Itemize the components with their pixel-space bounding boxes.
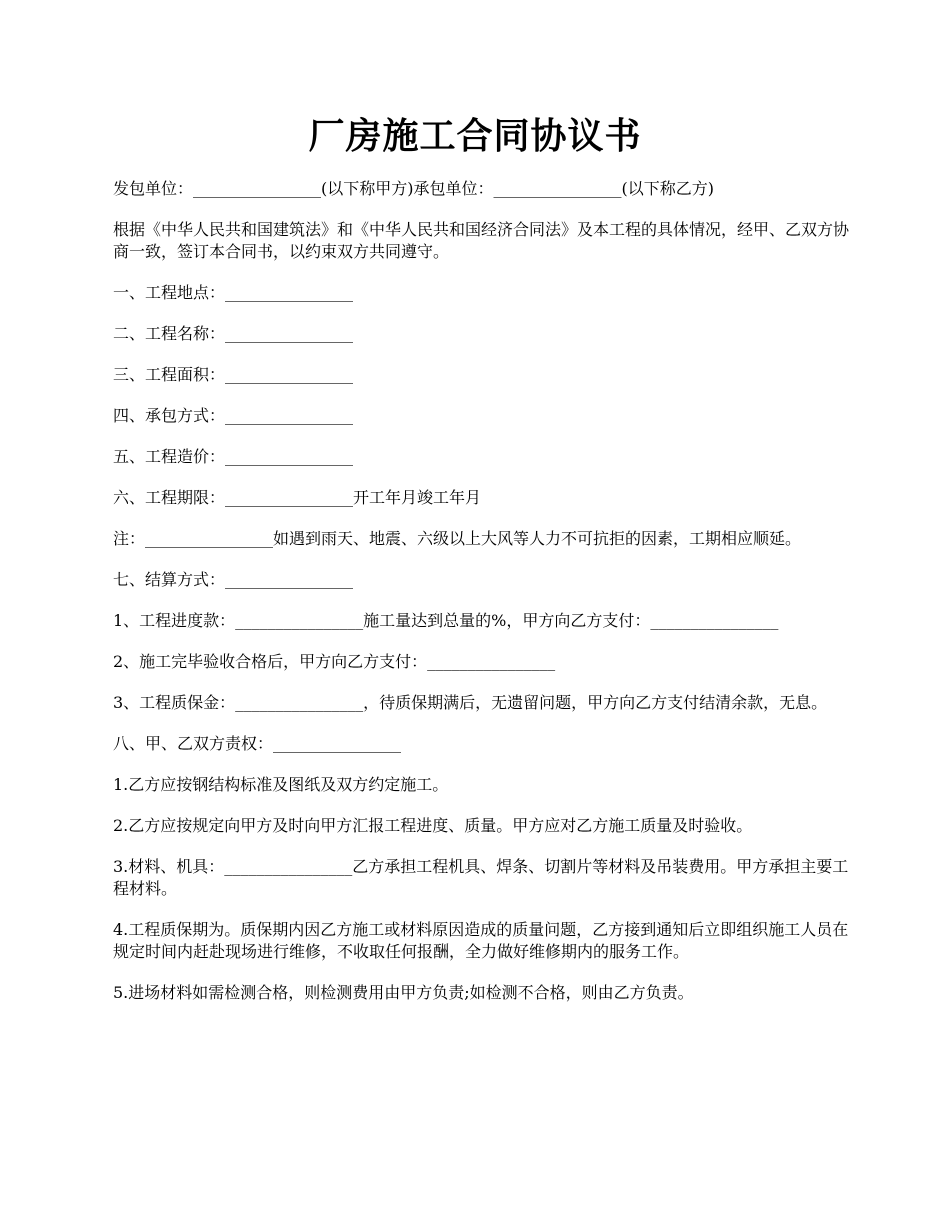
paragraph-clause-4: 4.工程质保期为。质保期内因乙方施工或材料原因造成的质量问题，乙方接到通知后立即组织施工人员在规定时间内赶赴现场进行维修，不收取任何报酬，全力做好维修期内的服务工作。 xyxy=(113,920,849,961)
paragraph-contract-method: 四、承包方式：________________ xyxy=(113,406,354,425)
paragraph-cost: 五、工程造价：________________ xyxy=(113,447,354,466)
paragraph-area: 三、工程面积：________________ xyxy=(113,365,354,384)
document-body xyxy=(113,178,851,1023)
paragraph-note: 注：________________如遇到雨天、地震、六级以上大风等人力不可抗拒的因素，工期相应顺延。 xyxy=(113,529,802,548)
paragraph-settlement: 七、结算方式：________________ xyxy=(113,570,354,589)
paragraph-clause-1: 1.乙方应按钢结构标准及图纸及双方约定施工。 xyxy=(113,775,449,794)
paragraph-clause-5: 5.进场材料如需检测合格，则检测费用由甲方负责;如检测不合格，则由乙方负责。 xyxy=(113,983,694,1002)
paragraph-acceptance-payment: 2、施工完毕验收合格后，甲方向乙方支付：________________ xyxy=(113,652,556,671)
paragraph-clause-2: 2.乙方应按规定向甲方及时向甲方汇报工程进度、质量。甲方应对乙方施工质量及时验收。 xyxy=(113,816,753,835)
paragraph-parties: 发包单位：________________(以下称甲方)承包单位：________________(以下称乙方) xyxy=(113,179,714,198)
paragraph-warranty-deposit: 3、工程质保金：________________，待质保期满后，无遗留问题，甲方向乙方支付结清余款，无息。 xyxy=(113,693,828,712)
paragraph-location: 一、工程地点：________________ xyxy=(113,283,354,302)
document-title: 厂房施工合同协议书 xyxy=(308,115,642,157)
paragraph-progress-payment: 1、工程进度款：________________施工量达到总量的%，甲方向乙方支付：________________ xyxy=(113,611,779,630)
paragraph-clause-3: 3.材料、机具：________________乙方承担工程机具、焊条、切割片等材料及吊装费用。甲方承担主要工程材料。 xyxy=(113,857,849,898)
paragraph-project-name: 二、工程名称：________________ xyxy=(113,324,354,343)
paragraph-duration: 六、工程期限：________________开工年月竣工年月 xyxy=(113,488,482,507)
paragraph-preamble: 根据《中华人民共和国建筑法》和《中华人民共和国经济合同法》及本工程的具体情况，经甲、乙双方协商一致，签订本合同书，以约束双方共同遵守。 xyxy=(113,220,850,261)
paragraph-responsibilities: 八、甲、乙双方责权：________________ xyxy=(113,734,402,753)
